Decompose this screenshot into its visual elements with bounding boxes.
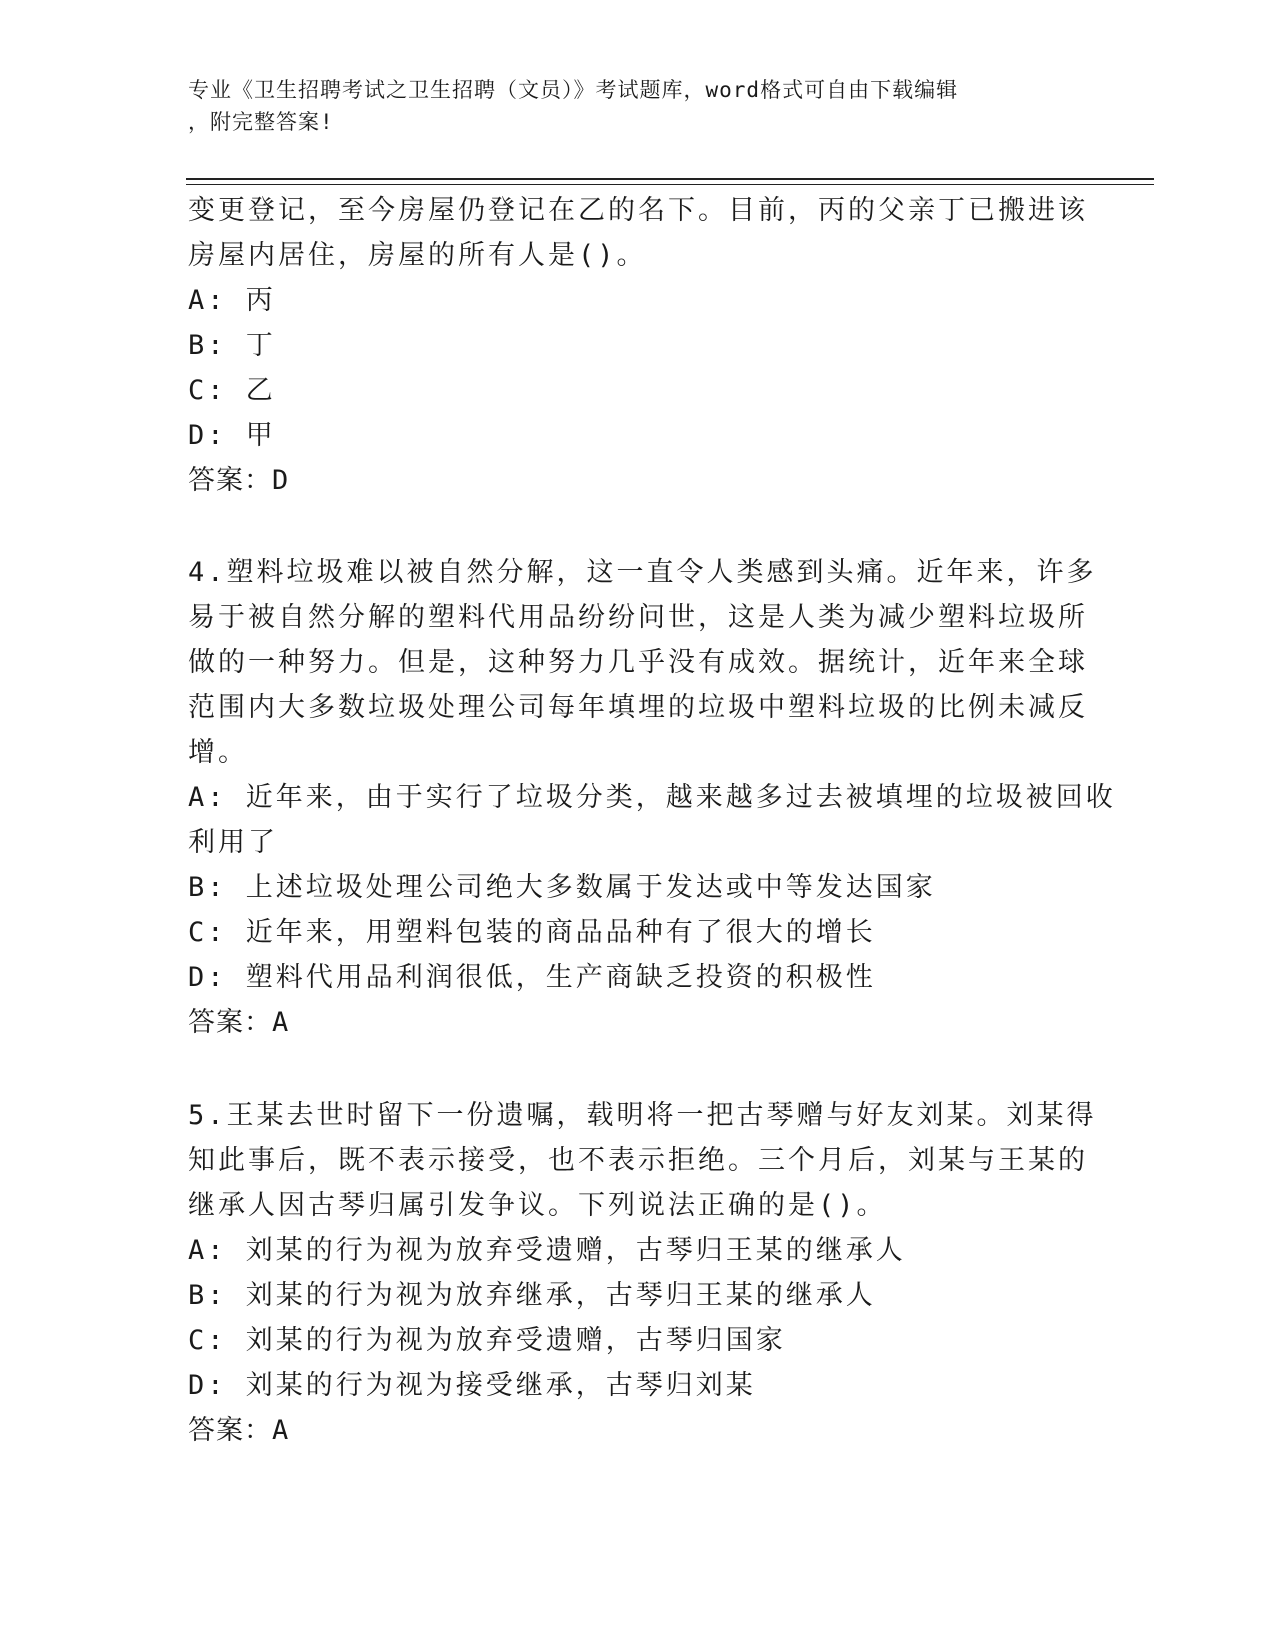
question-3 bbox=[188, 188, 1088, 503]
option-a: A: 刘某的行为视为放弃受遗赠，古琴归王某的继承人 bbox=[188, 1235, 906, 1266]
question-content bbox=[188, 188, 1116, 1453]
question-stem-line: 知此事后，既不表示接受，也不表示拒绝。三个月后，刘某与王某的 bbox=[188, 1145, 1088, 1176]
question-stem-line: 继承人因古琴归属引发争议。下列说法正确的是()。 bbox=[188, 1190, 887, 1221]
question-stem-line: 易于被自然分解的塑料代用品纷纷问世，这是人类为减少塑料垃圾所 bbox=[188, 602, 1088, 633]
option-c: C: 乙 bbox=[188, 375, 276, 406]
option-a: A: 丙 bbox=[188, 285, 276, 316]
option-c: C: 近年来，用塑料包装的商品品种有了很大的增长 bbox=[188, 917, 876, 948]
question-stem-line: 4.塑料垃圾难以被自然分解，这一直令人类感到头痛。近年来，许多 bbox=[188, 557, 1097, 588]
option-a-continued: 利用了 bbox=[188, 827, 278, 858]
document-header bbox=[188, 74, 1068, 138]
question-stem-line: 房屋内居住，房屋的所有人是()。 bbox=[188, 240, 647, 271]
answer-line: 答案：A bbox=[188, 1415, 290, 1446]
answer-line: 答案：D bbox=[188, 465, 290, 496]
header-line-1: 专业《卫生招聘考试之卫生招聘（文员）》考试题库，word格式可自由下载编辑 bbox=[188, 78, 959, 102]
question-4 bbox=[188, 550, 1116, 1045]
option-d: D: 甲 bbox=[188, 420, 276, 451]
option-b: B: 丁 bbox=[188, 330, 276, 361]
question-5 bbox=[188, 1093, 1097, 1453]
option-b: B: 刘某的行为视为放弃继承，古琴归王某的继承人 bbox=[188, 1280, 876, 1311]
option-b: B: 上述垃圾处理公司绝大多数属于发达或中等发达国家 bbox=[188, 872, 936, 903]
question-spacer bbox=[188, 503, 1068, 550]
header-line-2: ，附完整答案! bbox=[188, 110, 334, 134]
question-stem-line: 变更登记，至今房屋仍登记在乙的名下。目前，丙的父亲丁已搬进该 bbox=[188, 195, 1088, 226]
question-stem-line: 增。 bbox=[188, 737, 248, 768]
option-a: A: 近年来，由于实行了垃圾分类，越来越多过去被填埋的垃圾被回收 bbox=[188, 782, 1116, 813]
option-d: D: 刘某的行为视为接受继承，古琴归刘某 bbox=[188, 1370, 756, 1401]
option-c: C: 刘某的行为视为放弃受遗赠，古琴归国家 bbox=[188, 1325, 786, 1356]
option-d: D: 塑料代用品利润很低，生产商缺乏投资的积极性 bbox=[188, 962, 876, 993]
header-divider-top bbox=[186, 178, 1154, 180]
question-stem-line: 5.王某去世时留下一份遗嘱，载明将一把古琴赠与好友刘某。刘某得 bbox=[188, 1100, 1097, 1131]
answer-line: 答案：A bbox=[188, 1007, 290, 1038]
question-stem-line: 范围内大多数垃圾处理公司每年填埋的垃圾中塑料垃圾的比例未减反 bbox=[188, 692, 1088, 723]
question-spacer bbox=[188, 1045, 1068, 1093]
header-divider-bottom bbox=[186, 184, 1154, 185]
question-stem-line: 做的一种努力。但是，这种努力几乎没有成效。据统计，近年来全球 bbox=[188, 647, 1088, 678]
